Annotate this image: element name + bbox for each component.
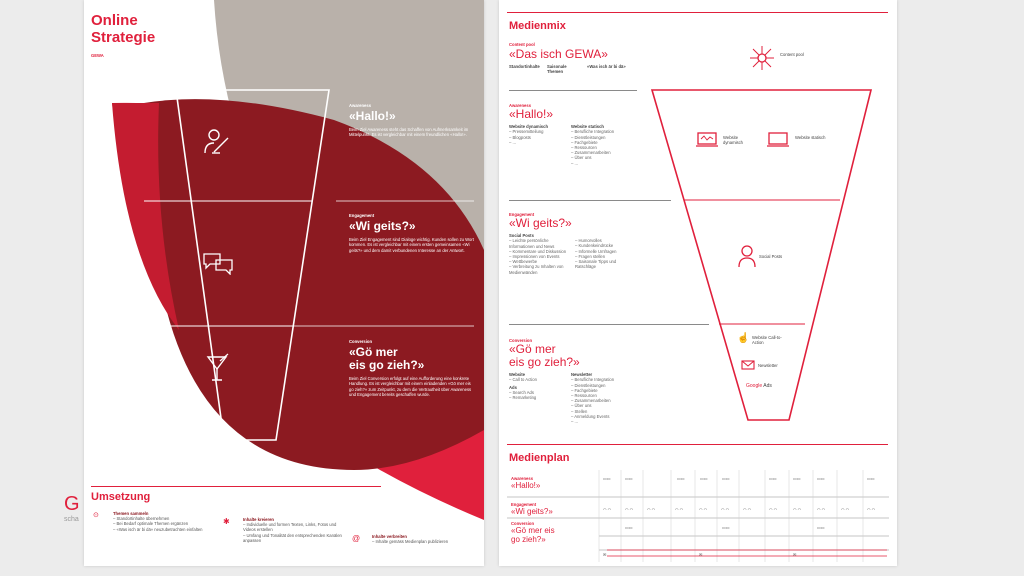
poster-background-graphic	[84, 0, 484, 566]
col-heading: Website dynamisch	[509, 124, 549, 130]
col-item: – Bei Bedarf optimale Themen ergänzen	[113, 521, 203, 526]
row-tag: Engagement	[511, 502, 537, 507]
stage-quote: «Wi geits?»	[349, 219, 416, 234]
section-tag: Awareness	[509, 103, 532, 108]
section-quote-line-2: eis go zieh?»	[509, 355, 580, 370]
col-item: – Zusammenarbeiten	[571, 398, 631, 403]
col-item: – Fachgebiete	[571, 388, 631, 393]
svg-text:✉: ✉	[603, 552, 607, 557]
title-line-1: Online	[91, 12, 138, 29]
col-item: – Ressourcen	[571, 145, 631, 150]
ads-label: Ads	[763, 383, 772, 389]
svg-text:▭▭: ▭▭	[625, 525, 633, 530]
col-item: – Standortinhalte übernehmen	[113, 516, 203, 521]
col-item: – Impressionen von Events	[509, 254, 567, 259]
medienmix-title: Medienmix	[509, 20, 566, 32]
col-item: – ...	[571, 161, 631, 166]
divider	[91, 486, 381, 487]
svg-text:▭▭: ▭▭	[769, 476, 777, 481]
background-slide-letter: G	[64, 493, 80, 515]
funnel-label-cta: Website Call-to-Action	[752, 335, 782, 346]
svg-text:◠ ◠: ◠ ◠	[867, 507, 876, 512]
divider	[509, 90, 637, 91]
row-quote-line-1: «Gö mer eis	[511, 526, 555, 536]
envelope-icon	[741, 360, 755, 370]
col-item: – Fragen stellen	[575, 254, 635, 259]
col-item: – Kommentare und Diskussion	[509, 249, 567, 254]
col-item: – Stellen	[571, 409, 631, 414]
title-line-2: Strategie	[91, 29, 156, 46]
brand-logo-text: GEWA	[91, 53, 104, 58]
poster-online-strategie	[84, 0, 484, 566]
svg-text:◠ ◠: ◠ ◠	[647, 507, 656, 512]
divider	[509, 200, 671, 201]
svg-text:✉: ✉	[793, 552, 797, 557]
col-heading: Inhalte verbreiten	[372, 534, 407, 539]
pool-col: Saisonale Themen	[547, 64, 567, 75]
svg-text:◠ ◠: ◠ ◠	[817, 507, 826, 512]
stage-text: Beim Ziel Awareness steht das Schaffen von Aufmerksamkeit im Mittelpunkt. Es ist vergleichbar mit einem freundlichen «Hallo!».	[349, 127, 469, 138]
col-item: – Remarketing	[509, 395, 557, 400]
awareness-section	[509, 103, 659, 166]
col-item: – Saisonale Tipps und Ratschläge	[575, 259, 635, 269]
stage-tag: Engagement	[349, 213, 375, 218]
col-item: – Humorvolles	[575, 238, 635, 243]
col-item: – Anmeldung Events	[571, 414, 631, 419]
col-item: – Leichte persönliche Informationen und News	[509, 238, 567, 248]
speech-bubbles-icon	[202, 251, 234, 275]
col-item: – Inhalte gemäss Medienplan publizieren	[372, 539, 477, 544]
location-pin-icon: ⊙	[93, 512, 99, 519]
svg-text:▭▭: ▭▭	[700, 476, 708, 481]
svg-text:◠ ◠: ◠ ◠	[675, 507, 684, 512]
col-heading: Themen sammeln	[113, 511, 149, 516]
svg-text:▭▭: ▭▭	[625, 476, 633, 481]
stage-tag: Awareness	[349, 103, 372, 108]
col-item: – Ressourcen	[571, 393, 631, 398]
svg-text:▭▭: ▭▭	[677, 476, 685, 481]
svg-text:▭▭: ▭▭	[817, 476, 825, 481]
svg-text:✉: ✉	[699, 552, 703, 557]
funnel-label-web-stat: Website statisch	[795, 135, 826, 140]
section-tag: Conversion	[509, 338, 533, 343]
col-item: – Search Ads	[509, 390, 557, 395]
col-item: – ...	[509, 140, 557, 145]
svg-text:▭▭: ▭▭	[603, 476, 611, 481]
col-heading: Website	[509, 372, 525, 378]
medienplan-grid	[507, 466, 891, 562]
section-quote: «Hallo!»	[509, 107, 554, 122]
col-item: – Berufliche Integration	[571, 377, 631, 382]
col-item: – Pressemitteilung	[509, 129, 557, 134]
stage-quote-line-2: eis go zieh?»	[349, 358, 425, 373]
svg-text:◠ ◠: ◠ ◠	[841, 507, 850, 512]
svg-text:◠ ◠: ◠ ◠	[699, 507, 708, 512]
section-tag: Engagement	[509, 212, 535, 217]
background-slide-text: scha	[64, 516, 79, 523]
row-tag: Conversion	[511, 521, 535, 526]
plan-row-awareness	[511, 476, 540, 490]
svg-text:◠ ◠: ◠ ◠	[721, 507, 730, 512]
col-heading: Inhalte kreieren	[243, 517, 274, 522]
row-quote: «Wi geits?»	[511, 507, 553, 517]
col-item: – Fachgebiete	[571, 140, 631, 145]
row-tag: Awareness	[511, 476, 534, 481]
stage-text: Beim Ziel Engagement sind Dialoge wichtig. Kunden sollen zu Wort kommen. Es ist vergleichbar mit einem ersten gemeinsamen «Wi geits?» und dem damit verbundenen Interesse an der Antwort.	[349, 237, 474, 253]
col-heading: Ads	[509, 384, 517, 390]
svg-text:◠ ◠: ◠ ◠	[743, 507, 752, 512]
stage-tag: Conversion	[349, 339, 373, 344]
umsetzung-col-inhalte-verbreiten	[352, 534, 477, 544]
svg-text:▭▭: ▭▭	[793, 476, 801, 481]
medienplan-title: Medienplan	[509, 452, 570, 464]
stage-quote-line-1: «Gö mer	[349, 345, 398, 360]
pointer-hand-icon: ☝	[737, 333, 750, 344]
plan-row-conversion	[511, 521, 555, 544]
svg-text:▭▭: ▭▭	[722, 476, 730, 481]
col-item: – «Was isch är bi dä» neuzubetrachten einfalten	[113, 527, 203, 532]
funnel-label-web-dyn: Website dynamisch	[723, 135, 744, 146]
section-quote: «Das isch GEWA»	[509, 47, 608, 62]
person-pencil-icon	[202, 126, 232, 156]
stage-engagement	[349, 213, 474, 253]
col-item: – Informelle Umfragen	[575, 249, 635, 254]
cocktail-glass-icon	[206, 353, 230, 383]
poster-title	[91, 12, 155, 46]
section-quote-line-1: «Gö mer	[509, 342, 556, 357]
plan-row-engagement	[511, 502, 553, 516]
laptop-dynamic-icon	[695, 131, 719, 149]
laptop-static-icon	[766, 131, 790, 149]
google-logo-text: Google	[746, 383, 763, 389]
umsetzung-col-themen	[93, 511, 203, 532]
col-item: – Über uns	[571, 155, 631, 160]
section-quote: «Wi geits?»	[509, 216, 572, 231]
engagement-section	[509, 212, 669, 275]
stage-text: Beim Ziel Conversion erfolgt auf eine Aufforderung eine konkrete Handlung. Es ist vergleichbar mit einem einladenden «Gö mer eis go zieh?» zum Zeitpunkt, zu dem die Vertrautheit über Awareness und Engagement bereits geschaffen wurde.	[349, 376, 472, 397]
at-icon: @	[352, 534, 361, 543]
col-item: – Dienstleistungen	[571, 383, 631, 388]
col-item: – Dienstleistungen	[571, 135, 631, 140]
google-ads-logo	[746, 383, 772, 389]
content-pool-section	[509, 42, 709, 75]
network-icon-label: Content pool	[780, 52, 804, 57]
col-heading: Social Posts	[509, 233, 534, 239]
stage-conversion	[349, 339, 474, 397]
section-tag: Content pool	[509, 42, 535, 47]
stage-quote: «Hallo!»	[349, 109, 396, 124]
svg-text:▭▭: ▭▭	[817, 525, 825, 530]
pool-col: «Was isch är bi dä»	[587, 64, 626, 70]
col-item: – Berufliche Integration	[571, 129, 631, 134]
person-social-icon	[737, 244, 757, 268]
umsetzung-title: Umsetzung	[91, 491, 151, 503]
svg-text:◠ ◠: ◠ ◠	[625, 507, 634, 512]
col-item: – Kundenkeindrücke	[575, 243, 635, 248]
stage-awareness	[349, 103, 479, 138]
col-item: – ...	[571, 419, 631, 424]
umsetzung-col-inhalte-kreieren	[223, 517, 343, 543]
col-heading: Website statisch	[571, 124, 604, 130]
col-item: – Call to Action	[509, 377, 557, 382]
col-heading: Newsletter	[571, 372, 593, 378]
col-item: – Wettbewerbe	[509, 259, 567, 264]
network-icon	[747, 43, 777, 73]
col-item: – Über uns	[571, 403, 631, 408]
col-item: – Individuelle und formen Texten, Links, Fotos und Videos erstellen	[243, 522, 343, 532]
poster-medienmix	[499, 0, 897, 566]
col-item: – Blogposts	[509, 135, 557, 140]
row-quote: «Hallo!»	[511, 481, 541, 491]
funnel-label-newsletter: Newsletter	[758, 363, 778, 368]
svg-text:◠ ◠: ◠ ◠	[603, 507, 612, 512]
pool-col: Standortinhalte	[509, 64, 540, 70]
svg-text:◠ ◠: ◠ ◠	[793, 507, 802, 512]
col-item: – Verbreitung zu Inhalten von Medienwänden	[509, 264, 567, 274]
row-quote-line-2: go zieh?»	[511, 535, 546, 545]
divider	[507, 12, 888, 13]
col-item: – Umfang und Tonalität den entsprechenden Kanälen anpassen	[243, 533, 343, 543]
divider	[507, 444, 888, 445]
svg-text:▭▭: ▭▭	[722, 525, 730, 530]
funnel-label-social: Social Posts	[759, 254, 783, 259]
svg-text:▭▭: ▭▭	[867, 476, 875, 481]
svg-text:◠ ◠: ◠ ◠	[769, 507, 778, 512]
sparkle-icon: ✱	[223, 517, 230, 526]
col-item: – Zusammenarbeiten	[571, 150, 631, 155]
conversion-section	[509, 338, 669, 424]
